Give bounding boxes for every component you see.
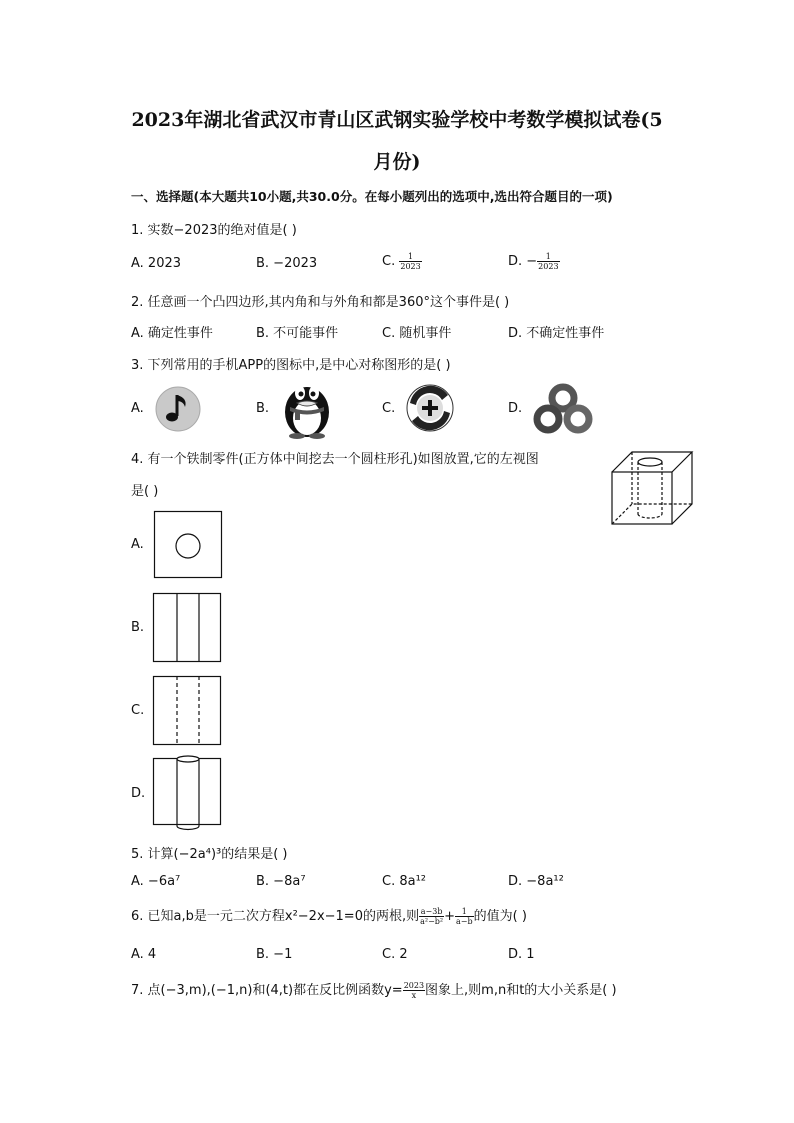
question-1-stem: 1. 实数−2023的绝对值是( ) — [131, 223, 297, 238]
q6-option-a: A. 4 — [131, 947, 157, 962]
question-7-stem: 7. 点(−3,m),(−1,n)和(4,t)都在反比例函数y= $\frac{2023}{x}$ 图象上,则m,n和t的大小关系是( ) — [131, 981, 617, 1000]
q4-option-b: B. — [131, 620, 145, 635]
q4-option-c-figure — [153, 676, 221, 746]
question-4-stem-cont: 是( ) — [131, 484, 159, 499]
q4-option-d: D. — [131, 786, 146, 801]
q4-option-d-figure — [153, 756, 221, 834]
q4-option-a: A. — [131, 537, 144, 552]
q6-option-d: D. 1 — [508, 947, 535, 962]
q3-option-a: A. — [131, 401, 144, 416]
q6-option-b: B. −1 — [256, 947, 293, 962]
music-app-icon — [154, 385, 202, 433]
section-header: 一、选择题(本大题共10小题,共30.0分。在每小题列出的选项中,选出符合题目的一项) — [131, 189, 613, 204]
question-2-stem: 2. 任意画一个凸四边形,其内角和与外角和都是360°这个事件是( ) — [131, 295, 510, 310]
q3-option-c: C. — [382, 401, 396, 416]
q1-option-d: D. − $\frac{1}{2023}$ — [508, 252, 559, 271]
q5-option-b: B. −8a⁷ — [256, 874, 306, 889]
q2-option-c: C. 随机事件 — [382, 326, 452, 341]
q1-option-b: B. −2023 — [256, 256, 318, 271]
q4-option-a-figure — [154, 511, 222, 579]
page-title: 2023年湖北省武汉市青山区武钢实验学校中考数学模拟试卷(5 — [131, 109, 663, 131]
q3-option-b: B. — [256, 401, 270, 416]
q1-option-a: A. 2023 — [131, 256, 182, 271]
q1-option-c: C. $\frac{1}{2023}$ — [382, 252, 421, 271]
question-4-stem: 4. 有一个铁制零件(正方体中间挖去一个圆柱形孔)如图放置,它的左视图 — [131, 452, 539, 467]
page-title-line2: 月份) — [373, 151, 421, 173]
cube-with-hole-figure — [610, 450, 694, 526]
q2-option-b: B. 不可能事件 — [256, 326, 339, 341]
question-5-stem: 5. 计算(−2a⁴)³的结果是( ) — [131, 847, 288, 862]
q5-option-c: C. 8a¹² — [382, 874, 427, 889]
q2-option-a: A. 确定性事件 — [131, 326, 213, 341]
q6-option-c: C. 2 — [382, 947, 408, 962]
q3-option-d: D. — [508, 401, 523, 416]
three-ring-app-icon — [532, 383, 594, 435]
q5-option-d: D. −8a¹² — [508, 874, 564, 889]
penguin-app-icon — [280, 376, 334, 438]
q4-option-c: C. — [131, 703, 145, 718]
question-6-stem: 6. 已知a,b是一元二次方程x²−2x−1=0的两根,则 $\frac{a-3b}{\text{a²−b²}}$ + $\frac{1}{a-b}$ 的值为( ) — [131, 907, 527, 926]
q2-option-d: D. 不确定性事件 — [508, 326, 605, 341]
question-3-stem: 3. 下列常用的手机APP的图标中,是中心对称图形的是( ) — [131, 358, 451, 373]
plus-circle-app-icon — [404, 383, 456, 433]
q5-option-a: A. −6a⁷ — [131, 874, 181, 889]
q4-option-b-figure — [153, 593, 221, 663]
